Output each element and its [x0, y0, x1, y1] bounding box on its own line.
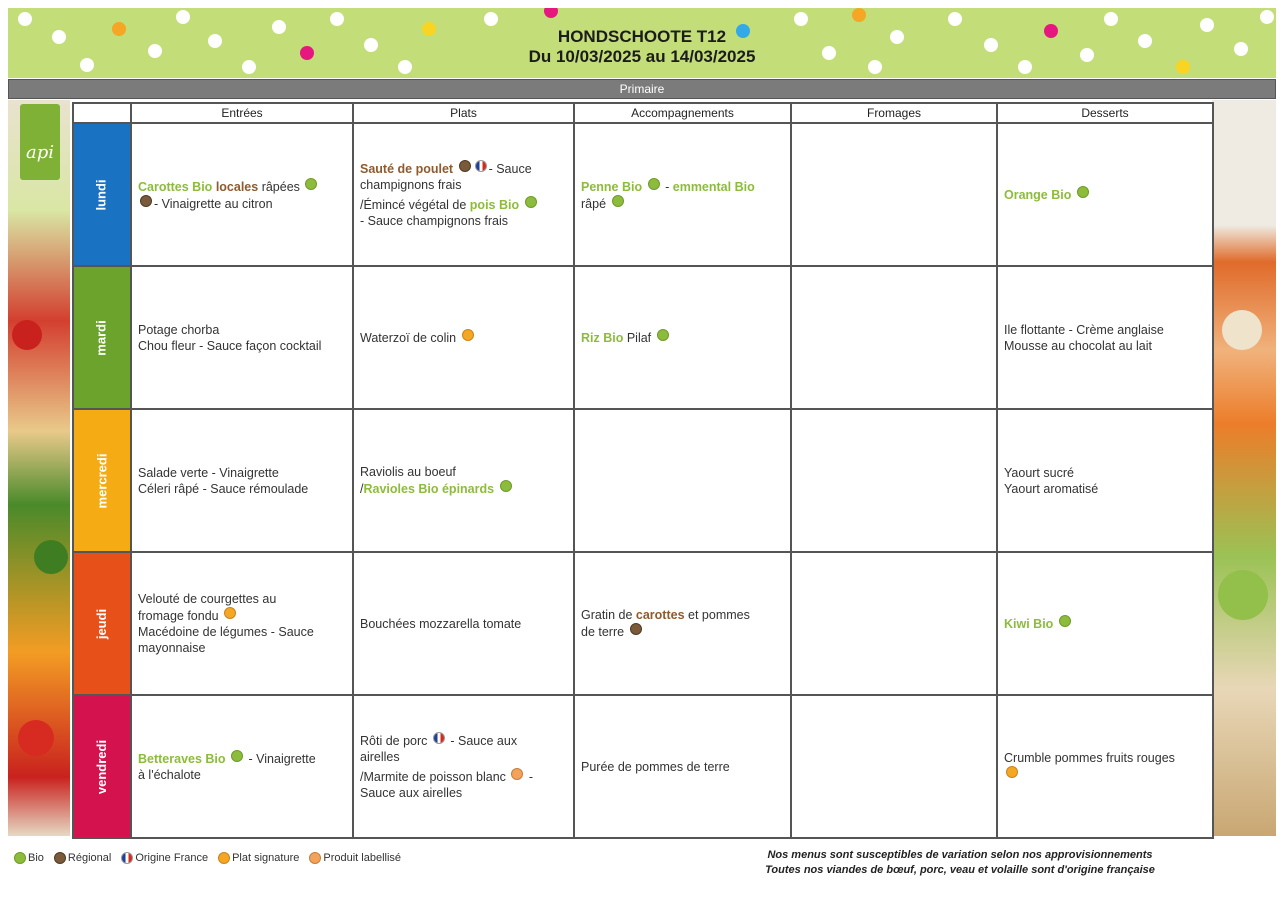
menu-item-text: airelles: [360, 750, 400, 764]
desserts-cell: [997, 695, 1213, 838]
plats-cell: [353, 266, 574, 409]
site-title: HONDSCHOOTE T12: [557, 27, 727, 46]
table-row: [73, 552, 1213, 695]
plat-signature-icon: [1006, 766, 1018, 778]
polka-dot: [1260, 10, 1274, 24]
polka-dot: [18, 12, 32, 26]
table-row: [73, 409, 1213, 552]
menu-item-text: Bouchées mozzarella tomate: [360, 616, 522, 631]
menu-item-text: -: [665, 179, 670, 194]
menu-item-text: - Sauce champignons frais: [360, 214, 508, 228]
bio-icon: [231, 750, 243, 762]
legend-label: Régional: [67, 852, 112, 864]
bio-icon: [648, 178, 660, 190]
polka-dot: [948, 12, 962, 26]
weekly-menu-table: [72, 102, 1214, 839]
table-row: [73, 266, 1213, 409]
plats-cell: [353, 552, 574, 695]
entrees-cell: [131, 552, 353, 695]
entrees-cell: [131, 123, 353, 266]
menu-item-text: Pilaf: [626, 331, 652, 345]
desserts-cell: [997, 409, 1213, 552]
menu-item-text: - Sauce: [488, 162, 532, 176]
broccoli-illustration: [34, 540, 68, 574]
note-line: Toutes nos viandes de bœuf, porc, veau et volaille sont d'origine française: [765, 864, 1155, 876]
plat-signature-icon: [224, 607, 236, 619]
header-fromages: Fromages: [791, 103, 997, 123]
entrees-cell: [131, 409, 353, 552]
menu-item-text: Mousse au chocolat au lait: [1004, 338, 1153, 353]
accompagnements-cell: [574, 695, 791, 838]
accompagnements-cell: [574, 552, 791, 695]
day-label: mardi: [94, 319, 109, 356]
plat-signature-icon: [218, 852, 230, 864]
menu-item-text: râpé: [581, 196, 607, 211]
day-label: vendredi: [94, 739, 109, 794]
legend-label: Origine France: [135, 852, 209, 864]
menu-item-text: Céleri râpé - Sauce rémoulade: [138, 481, 309, 496]
table-row: [73, 123, 1213, 266]
menu-item-text: Yaourt sucré: [1004, 465, 1074, 480]
menu-item-text: - Vinaigrette: [248, 752, 316, 766]
menu-item-text: râpées: [261, 179, 300, 194]
legend-bio: [12, 852, 44, 864]
desserts-cell: [997, 266, 1213, 409]
menu-item-text: Macédoine de légumes - Sauce: [138, 625, 314, 639]
polka-dot: [330, 12, 344, 26]
polka-dot: [794, 12, 808, 26]
bio-icon: [1077, 186, 1089, 198]
desserts-cell: [997, 123, 1213, 266]
menu-item-text: Sauce aux airelles: [360, 786, 463, 800]
note-line: Nos menus sont susceptibles de variation selon nos approvisionnements: [767, 849, 1153, 861]
menu-item-text: /: [360, 482, 364, 496]
tomato-illustration: [18, 720, 54, 756]
accompagnements-cell: [574, 123, 791, 266]
menu-title: [8, 27, 1276, 67]
menu-item-text: Raviolis au boeuf: [360, 465, 456, 479]
entrees-cell: [131, 266, 353, 409]
polka-dot: [852, 8, 866, 22]
entrees-cell: [131, 695, 353, 838]
menu-item-text: et pommes: [688, 608, 750, 622]
header-accompagnements: Accompagnements: [574, 103, 791, 123]
bio-icon: [305, 178, 317, 190]
menu-item-text: /Émincé végétal de: [360, 198, 467, 212]
menu-item-text: /Marmite de poisson blanc: [360, 770, 506, 784]
legend-plat-signature: [216, 852, 299, 864]
fromages-cell: [791, 123, 997, 266]
accompagnements-cell: [574, 266, 791, 409]
produit-labellise-icon: [309, 852, 321, 864]
menu-item-bio: Kiwi Bio: [1004, 617, 1054, 631]
day-cell-mercredi: [73, 409, 131, 552]
bio-icon: [657, 329, 669, 341]
regional-icon: [140, 195, 152, 207]
day-label: mercredi: [93, 453, 109, 508]
menu-item-text: Velouté de courgettes au: [138, 592, 277, 606]
legend-label: Bio: [28, 852, 44, 864]
egg-illustration: [1222, 310, 1262, 350]
legend-label: Produit labellisé: [323, 852, 402, 864]
origine-france-icon: [121, 852, 133, 864]
polka-dot: [1104, 12, 1118, 26]
menu-item-text: -: [528, 770, 534, 784]
bio-icon: [525, 196, 537, 208]
day-cell-lundi: [73, 123, 131, 266]
legend-regional: [52, 852, 111, 864]
menu-item-text: champignons frais: [360, 178, 462, 192]
day-cell-mardi: [73, 266, 131, 409]
day-cell-vendredi: [73, 695, 131, 838]
regional-icon: [54, 852, 66, 864]
menu-item-text: fromage fondu: [138, 609, 219, 623]
menu-item-text: Salade verte - Vinaigrette: [138, 465, 279, 480]
legend-label: Plat signature: [232, 852, 300, 864]
menu-item-bio: Riz Bio: [581, 331, 624, 345]
menu-item-text: Gratin de: [581, 608, 633, 622]
bio-icon: [612, 195, 624, 207]
polka-dot: [176, 10, 190, 24]
day-label: jeudi: [94, 608, 109, 639]
menu-item-text: Crumble pommes fruits rouges: [1004, 751, 1175, 765]
header-desserts: Desserts: [997, 103, 1213, 123]
left-produce-photo: [8, 100, 70, 836]
menu-item-text: Rôti de porc: [360, 734, 428, 748]
footer-notes: [700, 848, 1220, 878]
bio-icon: [500, 480, 512, 492]
fromages-cell: [791, 266, 997, 409]
plats-cell: [353, 409, 574, 552]
menu-item-text: Waterzoï de colin: [360, 331, 457, 345]
polka-dot: [484, 12, 498, 26]
menu-item-bio: Betteraves Bio: [138, 752, 226, 766]
table-header-row: [73, 103, 1213, 123]
plat-signature-icon: [462, 329, 474, 341]
origine-france-icon: [475, 160, 487, 172]
menu-item-bio: Orange Bio: [1004, 188, 1072, 202]
produit-labellise-icon: [511, 768, 523, 780]
desserts-cell: [997, 552, 1213, 695]
regional-icon: [630, 623, 642, 635]
menu-item-bio: emmental Bio: [672, 179, 755, 194]
pepper-illustration: [1218, 570, 1268, 620]
section-bar: Primaire: [8, 79, 1276, 99]
origine-france-icon: [433, 732, 445, 744]
menu-item-text: Yaourt aromatisé: [1004, 481, 1099, 496]
menu-item-text: - Sauce aux: [450, 734, 518, 748]
header-entrees: Entrées: [131, 103, 353, 123]
menu-item-text: Ile flottante - Crème anglaise: [1004, 322, 1164, 337]
bio-icon: [14, 852, 26, 864]
legend-produit-labellise: [307, 852, 401, 864]
table-row: [73, 695, 1213, 838]
legend: [12, 852, 409, 864]
header-day-column: [73, 103, 131, 123]
header-banner: [8, 8, 1276, 78]
header-plats: Plats: [353, 103, 574, 123]
menu-item-regional: locales: [215, 179, 259, 194]
fromages-cell: [791, 695, 997, 838]
fromages-cell: [791, 409, 997, 552]
accompagnements-cell: [574, 409, 791, 552]
day-label: lundi: [93, 178, 109, 211]
regional-icon: [459, 160, 471, 172]
right-produce-photo: [1212, 100, 1276, 836]
plats-cell: [353, 695, 574, 838]
menu-item-text: à l'échalote: [138, 768, 201, 782]
menu-item-text: Chou fleur - Sauce façon cocktail: [138, 338, 322, 353]
menu-item-bio: pois Bio: [469, 198, 520, 212]
polka-dot: [544, 8, 558, 18]
menu-item-text: de terre: [581, 625, 625, 639]
menu-item-text: - Vinaigrette au citron: [154, 196, 273, 211]
api-logo: api: [20, 104, 60, 180]
menu-item-bio: Ravioles Bio épinards: [363, 482, 495, 496]
date-range: Du 10/03/2025 au 14/03/2025: [528, 47, 756, 66]
menu-item-text: Potage chorba: [138, 322, 220, 337]
menu-item-text: mayonnaise: [138, 641, 206, 655]
menu-item-regional: carottes: [635, 608, 685, 622]
day-cell-jeudi: [73, 552, 131, 695]
menu-item-regional: Sauté de poulet: [360, 162, 454, 176]
plats-cell: [353, 123, 574, 266]
legend-origine-france: [119, 852, 208, 864]
menu-item-text: Purée de pommes de terre: [581, 759, 730, 774]
menu-item-bio: Penne Bio: [581, 179, 643, 194]
tomato-illustration: [12, 320, 42, 350]
fromages-cell: [791, 552, 997, 695]
bio-icon: [1059, 615, 1071, 627]
menu-item-bio: Carottes Bio: [138, 179, 213, 194]
